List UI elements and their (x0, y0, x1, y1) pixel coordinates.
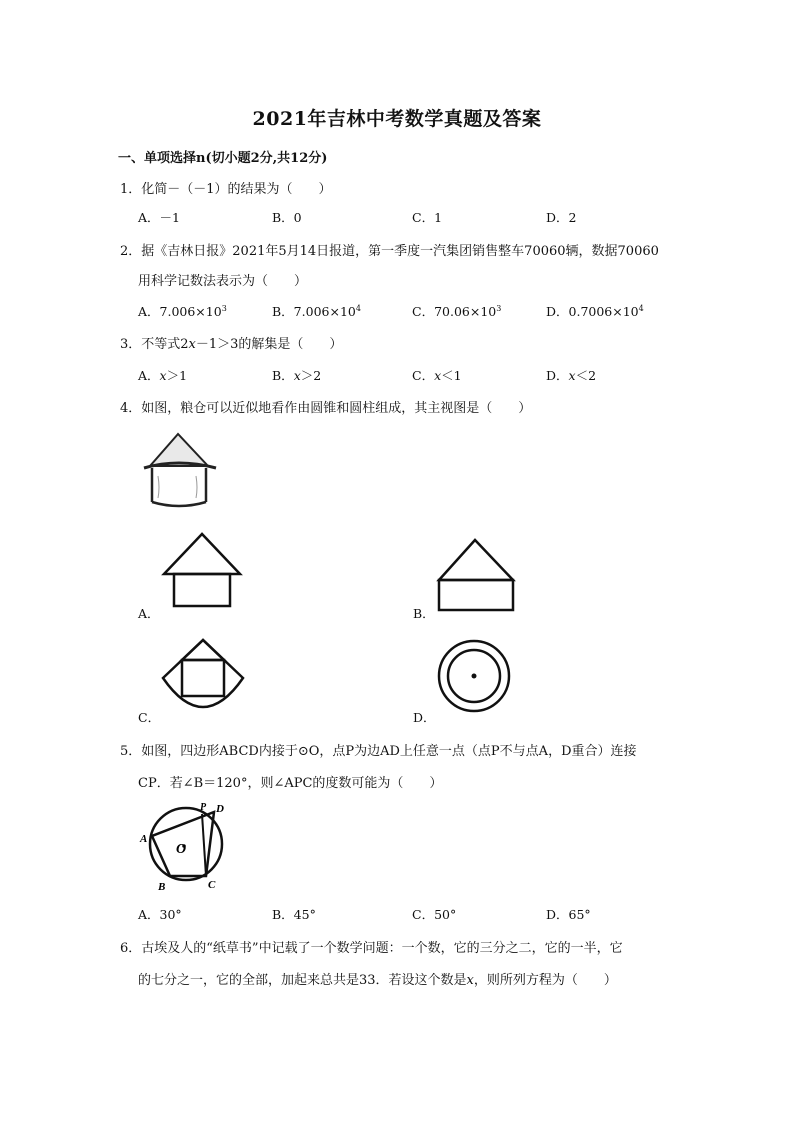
q1-option-b: B．0 (272, 210, 302, 225)
q1-option-c: C．1 (412, 210, 443, 225)
q4-option-b: B． (413, 606, 435, 621)
q5-stem-line2: CP．若∠B＝120°，则∠APC的度数可能为（ ） (138, 776, 443, 791)
q5-option-d: D．65° (546, 907, 591, 922)
q4-stem: 4．如图，粮仓可以近似地看作由圆锥和圆柱组成，其主视图是（ ） (120, 401, 532, 416)
q3-stem: 3．不等式2x－1＞3的解集是（ ） (120, 337, 343, 352)
q2-stem-line1: 2．据《吉林日报》2021年5月14日报道，第一季度一汽集团销售整车70060辆，数据70060 (120, 244, 659, 259)
q5-circle-figure (140, 800, 240, 893)
q2-option-b: B．$7.006\times 10^4$ (272, 303, 361, 319)
q5-stem-line1: 5．如图，四边形ABCD内接于⊙O，点P为边AD上任意一点（点P不与点A，D重合）连接 (120, 744, 637, 759)
q6-stem-line2: 的七分之一，它的全部，加起来总共是33．若设这个数是x，则所列方程为（ ） (138, 973, 617, 988)
label-b: B (158, 881, 166, 893)
q3-option-b: B．x＞2 (272, 368, 322, 383)
q4-figure-d (436, 638, 512, 714)
granary-figure (136, 432, 226, 512)
q3-option-a: A．x＞1 (138, 368, 188, 383)
q4-figure-b (435, 536, 519, 614)
q5-option-a: A．30° (138, 907, 182, 922)
q2-option-d: D．$0.7006\times 10^4$ (546, 303, 644, 319)
q2-stem-line2: 用科学记数法表示为（ ） (138, 274, 308, 289)
q4-option-d: D． (413, 710, 436, 725)
q4-option-a: A． (138, 606, 160, 621)
q5-option-b: B．45° (272, 907, 316, 922)
q2-option-a: A．$7.006\times 10^3$ (138, 303, 227, 319)
q2-option-c: C．$70.06\times 10^3$ (412, 303, 502, 319)
label-c: C (208, 879, 216, 891)
q6-stem-line1: 6．古埃及人的“纸草书”中记载了一个数学问题：一个数，它的三分之二，它的一半，它 (120, 941, 623, 956)
section-heading: 一、单项选择n(切小题2分,共12分) (118, 151, 328, 166)
q4-figure-a (160, 530, 244, 610)
page-title: 2021年吉林中考数学真题及答案 (252, 108, 542, 130)
label-a: A (140, 833, 148, 845)
label-p: P (200, 802, 207, 813)
q4-option-c: C． (138, 710, 161, 725)
q3-option-c: C．x＜1 (412, 368, 462, 383)
label-d: D (216, 803, 224, 815)
q1-option-d: D．2 (546, 210, 577, 225)
label-o: O (176, 842, 187, 857)
q1-option-a: A．－1 (138, 210, 180, 225)
q5-option-c: C．50° (412, 907, 457, 922)
q3-option-d: D．x＜2 (546, 368, 597, 383)
q4-figure-c (160, 638, 246, 714)
q1-stem: 1．化简－（－1）的结果为（ ） (120, 182, 332, 197)
